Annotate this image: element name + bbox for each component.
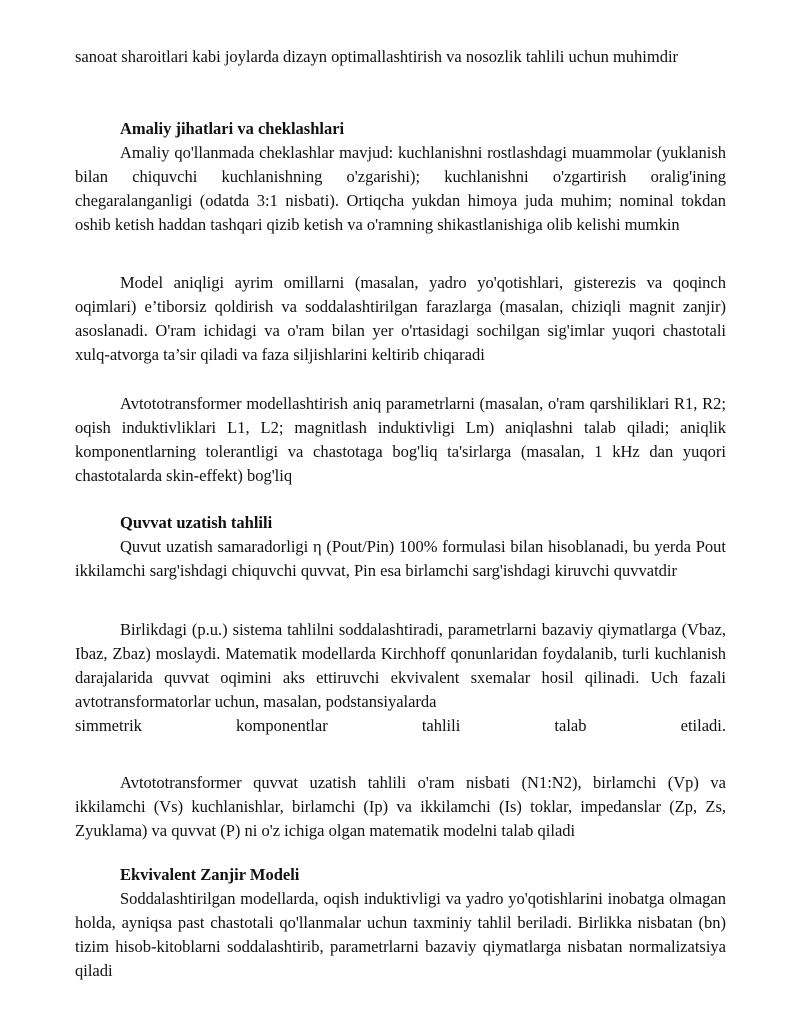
paragraph-simplified-models: Soddalashtirilgan modellarda, oqish induktivligi va yadro yo'qotishlarini inobatga olmagan holda, ayniqsa past chastotali qo'llanmalar uchun taxminiy tahlil beriladi. Birlikka nisbatan (bn) tizim hisob-kitoblarni soddalashtirib, parametrlarni bazaviy qiymatlarga nisbatan normalizatsiya qiladi bbox=[75, 889, 726, 980]
paragraph-efficiency: Quvut uzatish samaradorligi η (Pout/Pin) 100% formulasi bilan hisoblanadi, bu yerda Pout ikkilamchi sarg'ishdagi chiquvchi quvvat, Pin esa birlamchi sarg'ishdagi kiruvchi quvvatdir bbox=[75, 537, 726, 580]
section-heading-equivalent-circuit: Ekvivalent Zanjir Modeli bbox=[120, 865, 300, 884]
section-heading-practical: Amaliy jihatlari va cheklashlari bbox=[120, 119, 345, 138]
paragraph-per-unit-last-line: simmetrik komponentlar tahlili talab etiladi. bbox=[75, 716, 726, 735]
section-heading-power-transfer: Quvvat uzatish tahlili bbox=[120, 513, 273, 532]
paragraph-power-transfer-model: Avtototransformer quvvat uzatish tahlili o'ram nisbati (N1:N2), birlamchi (Vp) va ikkilamchi (Vs) kuchlanishlar, birlamchi (Ip) va ikkilamchi (Is) toklar, impedanslar (Zp, Zs, Zyuklama) va quvvat (P) ni o'z ichiga olgan matematik modelni talab qiladi bbox=[75, 773, 726, 840]
paragraph-model-accuracy: Model aniqligi ayrim omillarni (masalan, yadro yo'qotishlari, gisterezis va qoqinch oqimlari) e’tiborsiz qoldirish va soddalashtirilgan farazlarga (masalan, chiziqli magnit zanjir) asoslanadi. O'ram ichidagi va o'ram bilan yer o'rtasidagi sochilgan sig'imlar yuqori chastotali xulq-atvorga ta’sir qiladi va faza siljishlarini keltirib chiqaradi bbox=[75, 273, 726, 364]
paragraph-limitations: Amaliy qo'llanmada cheklashlar mavjud: kuchlanishni rostlashdagi muammolar (yuklanish bilan chiquvchi kuchlanishning o'zgarishi); kuchlanishni o'zgartirish oralig'ining chegaralanganligi (odatda 3:1 nisbati). Ortiqcha yukdan himoya juda muhim; nominal tokdan oshib ketish haddan tashqari qizib ketish va o'ramning shikastlanishiga olib kelishi mumkin bbox=[75, 143, 726, 234]
paragraph-per-unit: Birlikdagi (p.u.) sistema tahlilni soddalashtiradi, parametrlarni bazaviy qiymatlarga (Vbaz, Ibaz, Zbaz) moslaydi. Matematik modellarda Kirchhoff qonunlaridan foydalanib, turli kuchlanish darajalarida quvvat oqimini aks ettiruvchi ekvivalent sxemalar hosil qilinadi. Uch fazali avtotransformatorlar uchun, masalan, podstansiyalarda bbox=[75, 620, 726, 711]
paragraph-continuation: sanoat sharoitlari kabi joylarda dizayn optimallashtirish va nosozlik tahlili uchun muhimdir bbox=[75, 47, 679, 66]
paragraph-modeling-parameters: Avtototransformer modellashtirish aniq parametrlarni (masalan, o'ram qarshiliklari R1, R2; oqish induktivliklari L1, L2; magnitlash induktivligi Lm) aniqlashni talab qiladi; aniqlik komponentlarning tolerantligi va chastotaga bog'liq ta'sirlarga (masalan, 1 kHz dan yuqori chastotalarda skin-effekt) bog'liq bbox=[75, 394, 726, 485]
